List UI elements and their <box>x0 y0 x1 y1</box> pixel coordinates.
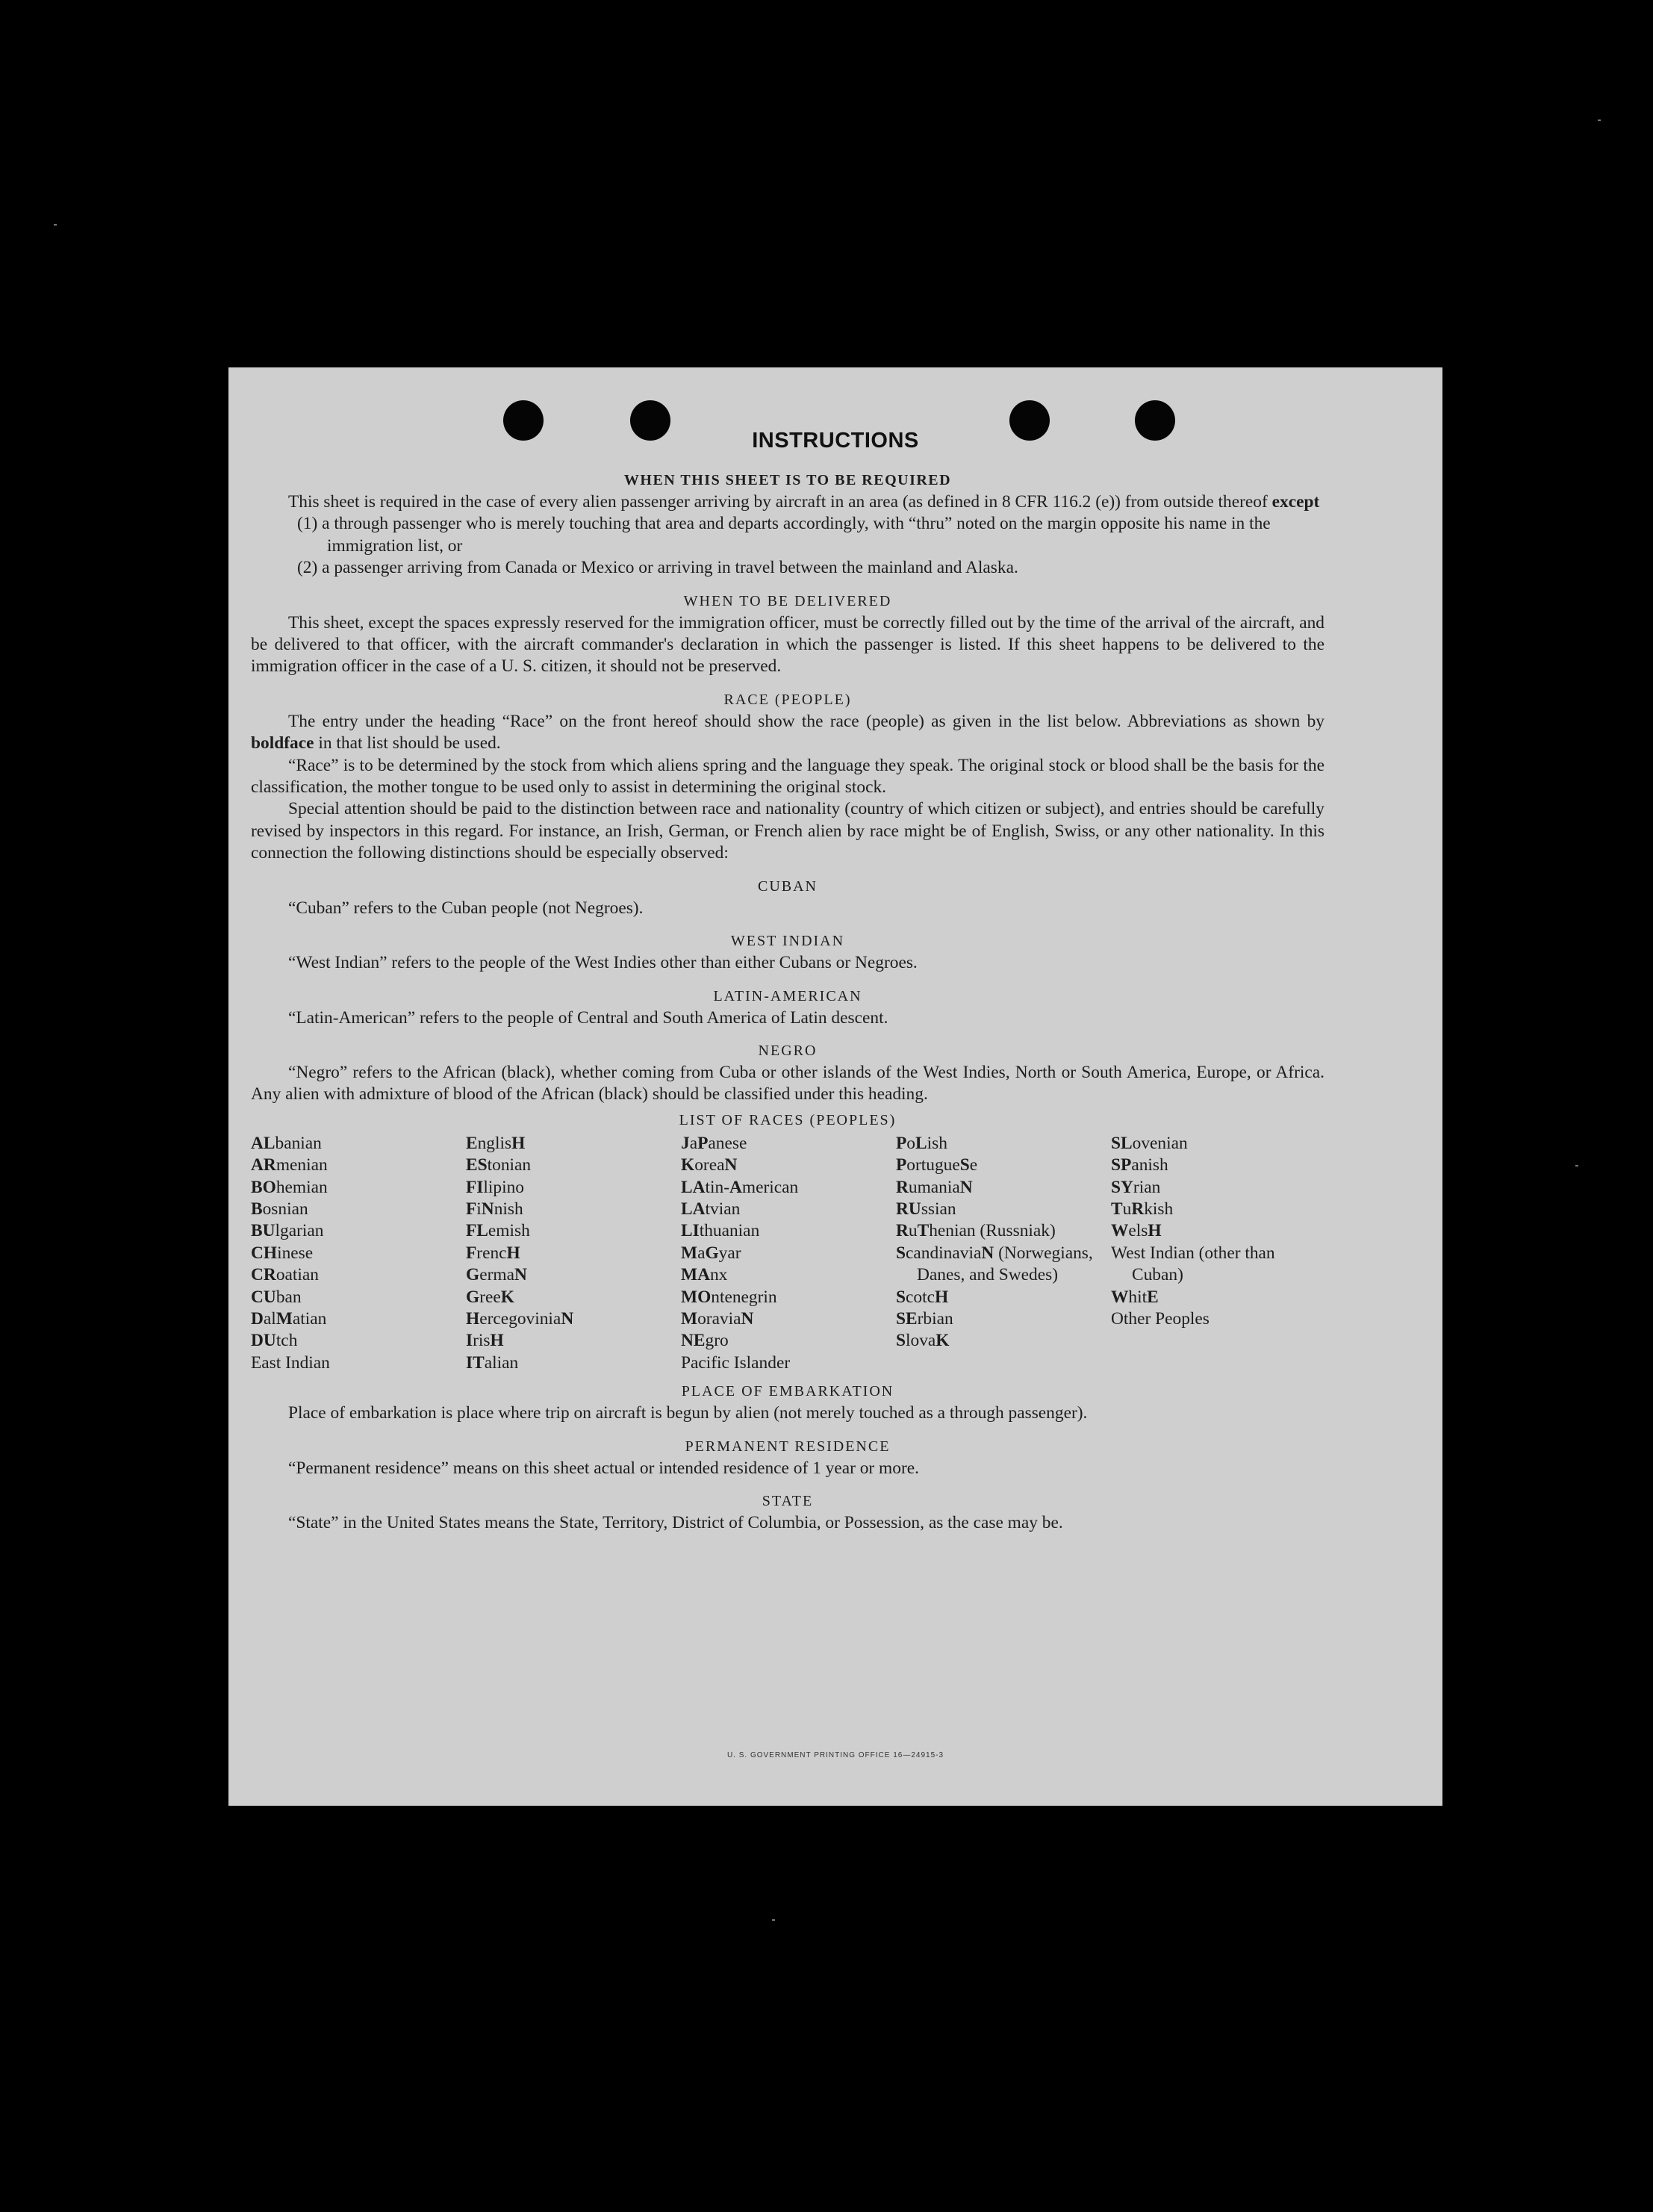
race-item: FiNnish <box>466 1199 523 1219</box>
race-item: SYrian <box>1111 1177 1161 1197</box>
section-heading: PERMANENT RESIDENCE <box>685 1438 891 1455</box>
exception-item: (1) a through passenger who is merely touching that area and departs accordingly, with “thru” noted on the margin opposite his name in the immigration list, or <box>297 514 1271 556</box>
race-column <box>681 1133 896 1374</box>
section-text: Place of embarkation is place where trip on aircraft is begun by alien (not merely touched as a through passenger). <box>288 1403 1088 1423</box>
race-column <box>896 1133 1111 1374</box>
background-speck <box>54 224 57 226</box>
race-item: ITalian <box>466 1352 519 1373</box>
race-item: KoreaN <box>681 1155 738 1175</box>
section-text: “Negro” refers to the African (black), whether coming from Cuba or other islands of the West Indies, North or South America, Europe, or Africa. Any alien with admixture of blood of the African (black) should be classified under this heading. <box>251 1062 1324 1105</box>
race-column <box>1111 1133 1326 1374</box>
race-item: PortugueSe <box>896 1155 978 1175</box>
race-item: LIthuanian <box>681 1221 760 1241</box>
printer-imprint: U. S. GOVERNMENT PRINTING OFFICE 16—24915-3 <box>726 1751 944 1759</box>
section-text: “West Indian” refers to the people of the West Indies other than either Cubans or Negroes. <box>288 953 918 973</box>
race-item: IrisH <box>466 1331 504 1351</box>
race-item: HercegoviniaN <box>466 1308 574 1329</box>
race-column <box>466 1133 681 1374</box>
race-item: MOntenegrin <box>681 1287 777 1307</box>
race-item: GermaN <box>466 1265 527 1285</box>
section-text: The entry under the heading “Race” on the front hereof should show the race (people) as given in the list below. Abbreviations as shown by boldface in that list should be used. <box>251 711 1324 754</box>
background-speck <box>772 1919 775 1921</box>
race-item: Bosnian <box>251 1199 308 1219</box>
race-item: ScandinaviaN (Norwegians, Danes, and Swedes) <box>896 1243 1093 1285</box>
background-speck <box>1598 119 1601 121</box>
race-item: CUban <box>251 1287 302 1307</box>
race-item: DUtch <box>251 1331 298 1351</box>
race-item: RuThenian (Russniak) <box>896 1221 1056 1241</box>
document-sheet <box>228 367 1442 1806</box>
section-text: This sheet is required in the case of every alien passenger arriving by aircraft in an area (as defined in 8 CFR 116.2 (e)) from outside thereof except <box>288 492 1320 512</box>
race-item: WelsH <box>1111 1221 1162 1241</box>
race-item: SLovenian <box>1111 1133 1188 1153</box>
section-text: “State” in the United States means the State, Territory, District of Columbia, or Possession, as the case may be. <box>288 1513 1063 1532</box>
race-item: FrencH <box>466 1243 520 1263</box>
race-item: SPanish <box>1111 1155 1168 1175</box>
section-heading: PLACE OF EMBARKATION <box>681 1383 894 1400</box>
race-item: MoraviaN <box>681 1308 754 1329</box>
race-item: EStonian <box>466 1155 532 1175</box>
race-item: West Indian (other than Cuban) <box>1111 1243 1275 1285</box>
instructions-body <box>251 469 1324 1534</box>
section-heading: WEST INDIAN <box>730 933 845 950</box>
race-item: ARmenian <box>251 1155 328 1175</box>
section-heading: NEGRO <box>758 1042 818 1059</box>
race-item: GreeK <box>466 1287 514 1307</box>
section-heading: WHEN TO BE DELIVERED <box>683 592 892 609</box>
section-heading: LATIN-AMERICAN <box>713 987 862 1004</box>
race-list <box>251 1133 1324 1374</box>
race-item: CHinese <box>251 1243 314 1263</box>
race-item: FLemish <box>466 1221 530 1241</box>
section-heading: CUBAN <box>757 877 818 895</box>
race-item: FIlipino <box>466 1177 524 1197</box>
race-item: Other Peoples <box>1111 1308 1210 1329</box>
race-item: SlovaK <box>896 1331 950 1351</box>
section-heading: WHEN THIS SHEET IS TO BE REQUIRED <box>623 472 952 488</box>
race-item: WhitE <box>1111 1287 1159 1307</box>
race-item: BUlgarian <box>251 1221 324 1241</box>
page-title: INSTRUCTIONS <box>752 429 919 453</box>
race-item: Pacific Islander <box>681 1352 791 1373</box>
race-item: SErbian <box>896 1308 953 1329</box>
section-text: “Latin-American” refers to the people of Central and South America of Latin descent. <box>288 1007 888 1028</box>
race-item: PoLish <box>896 1133 947 1153</box>
race-item: East Indian <box>251 1352 330 1373</box>
race-item: RUssian <box>896 1199 956 1219</box>
race-item: RumaniaN <box>896 1177 973 1197</box>
section-heading: RACE (PEOPLE) <box>723 691 852 708</box>
race-item: MAnx <box>681 1265 728 1285</box>
race-column <box>251 1133 466 1374</box>
race-item: EnglisH <box>466 1133 526 1153</box>
race-item: CRoatian <box>251 1265 319 1285</box>
section-heading: LIST OF RACES (PEOPLES) <box>679 1111 897 1128</box>
race-item: NEgro <box>681 1331 729 1351</box>
section-text: “Cuban” refers to the Cuban people (not Negroes). <box>288 898 644 918</box>
race-item: DalMatian <box>251 1308 327 1329</box>
exception-item: (2) a passenger arriving from Canada or Mexico or arriving in travel between the mainland and Alaska. <box>297 558 1018 578</box>
race-item: TuRkish <box>1111 1199 1174 1219</box>
race-item: BOhemian <box>251 1177 328 1197</box>
section-heading: STATE <box>762 1493 814 1509</box>
race-item: LAtin-American <box>681 1177 799 1197</box>
section-text: “Permanent residence” means on this sheet actual or intended residence of 1 year or more. <box>288 1458 919 1478</box>
section-text: “Race” is to be determined by the stock from which aliens spring and the language they speak. The original stock or blood shall be the basis for the classification, the mother tongue to be used only to assist in determining the original stock. <box>251 755 1324 798</box>
race-item: JaPanese <box>681 1133 747 1153</box>
section-text: This sheet, except the spaces expressly reserved for the immigration officer, must be correctly filled out by the time of the arrival of the aircraft, and be delivered to that officer, with the aircraft commander's declaration in which the passenger is listed. If this sheet happens to be delivered to the immigration officer in the case of a U. S. citizen, it should not be preserved. <box>251 612 1324 677</box>
section-text: Special attention should be paid to the distinction between race and nationality (country of which citizen or subject), and entries should be carefully revised by inspectors in this regard. For instance, an Irish, German, or French alien by race might be of English, Swiss, or any other nationality. In this connection the following distinctions should be especially observed: <box>251 799 1324 863</box>
race-item: MaGyar <box>681 1243 741 1263</box>
race-item: ALbanian <box>251 1133 322 1153</box>
race-item: LAtvian <box>681 1199 741 1219</box>
background-speck <box>1575 1165 1578 1166</box>
race-item: ScotcH <box>896 1287 949 1307</box>
